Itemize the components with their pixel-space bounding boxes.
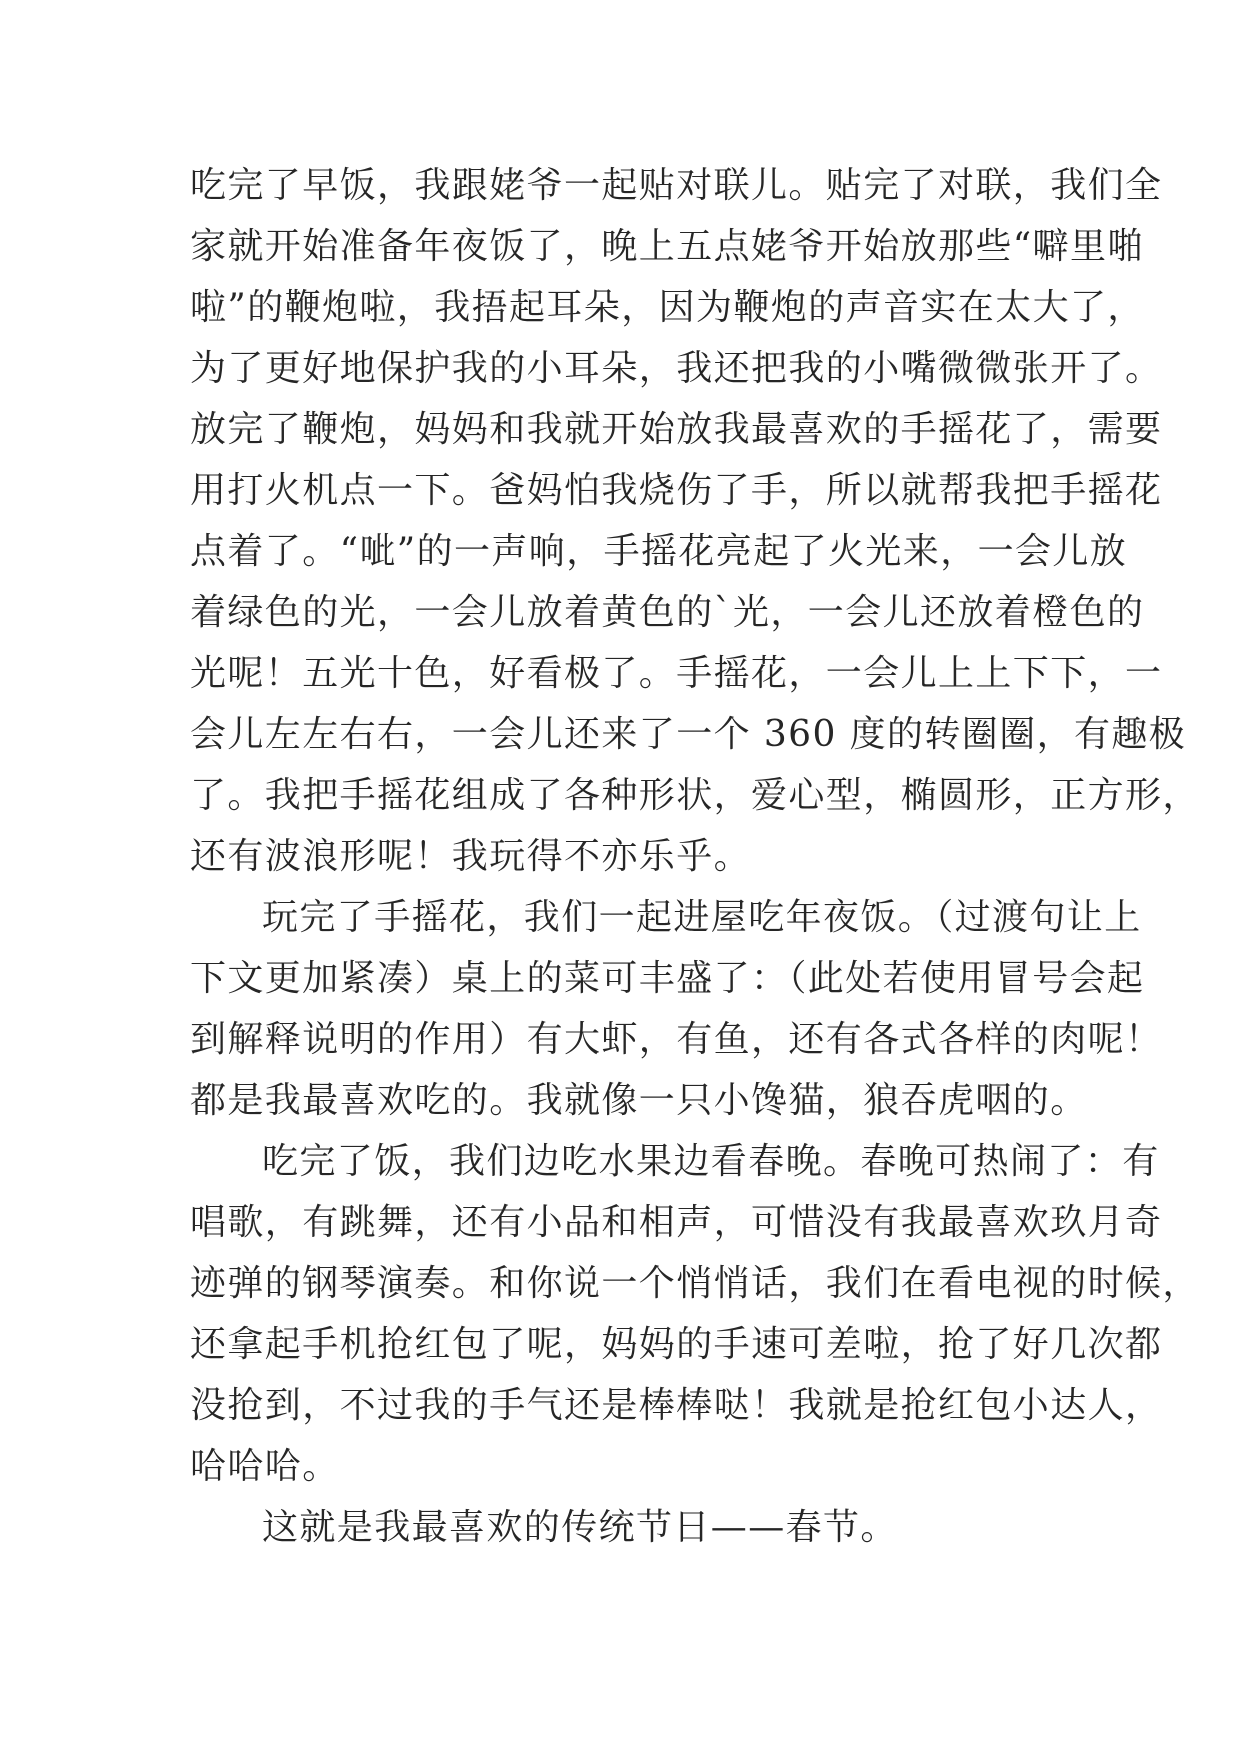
text-line: 光呢！五光十色，好看极了。手摇花，一会儿上上下下，一 — [190, 653, 1163, 694]
text-line: 着绿色的光，一会儿放着黄色的`光，一会儿还放着橙色的 — [190, 592, 1145, 633]
text-line: 下文更加紧凑）桌上的菜可丰盛了：（此处若使用冒号会起 — [190, 958, 1145, 999]
text-line: 家就开始准备年夜饭了，晚上五点姥爷开始放那些“噼里啪 — [190, 226, 1145, 267]
paragraph-first-line: 吃完了饭，我们边吃水果边看春晚。春晚可热闹了：有 — [262, 1141, 1160, 1182]
text-line: 哈哈哈。 — [190, 1446, 340, 1487]
text-line: 还拿起手机抢红包了呢，妈妈的手速可差啦，抢了好几次都 — [190, 1324, 1163, 1365]
text-line: 用打火机点一下。爸妈怕我烧伤了手，所以就帮我把手摇花 — [190, 470, 1163, 511]
paragraph-first-line: 玩完了手摇花，我们一起进屋吃年夜饭。（过渡句让上 — [262, 897, 1142, 938]
text-line: 吃完了早饭，我跟姥爷一起贴对联儿。贴完了对联，我们全 — [190, 165, 1163, 206]
text-line: 点着了。“呲”的一声响，手摇花亮起了火光来，一会儿放 — [190, 531, 1128, 572]
text-line: 啦”的鞭炮啦，我捂起耳朵，因为鞭炮的声音实在太大了， — [190, 287, 1145, 328]
text-line: 会儿左左右右，一会儿还来了一个 360 度的转圈圈，有趣极 — [190, 714, 1187, 755]
text-line: 到解释说明的作用）有大虾，有鱼，还有各式各样的肉呢！ — [190, 1019, 1163, 1060]
paragraph-first-line: 这就是我最喜欢的传统节日——春节。 — [262, 1507, 898, 1548]
text-line: 放完了鞭炮，妈妈和我就开始放我最喜欢的手摇花了，需要 — [190, 409, 1163, 450]
text-line: 了。我把手摇花组成了各种形状，爱心型，椭圆形，正方形， — [190, 775, 1200, 816]
text-line: 为了更好地保护我的小耳朵，我还把我的小嘴微微张开了。 — [190, 348, 1163, 389]
text-line: 唱歌，有跳舞，还有小品和相声，可惜没有我最喜欢玖月奇 — [190, 1202, 1163, 1243]
text-line: 没抢到，不过我的手气还是棒棒哒！我就是抢红包小达人， — [190, 1385, 1163, 1426]
text-line: 迹弹的钢琴演奏。和你说一个悄悄话，我们在看电视的时候， — [190, 1263, 1200, 1304]
text-line: 都是我最喜欢吃的。我就像一只小馋猫，狼吞虎咽的。 — [190, 1080, 1088, 1121]
text-line: 还有波浪形呢！我玩得不亦乐乎。 — [190, 836, 752, 877]
